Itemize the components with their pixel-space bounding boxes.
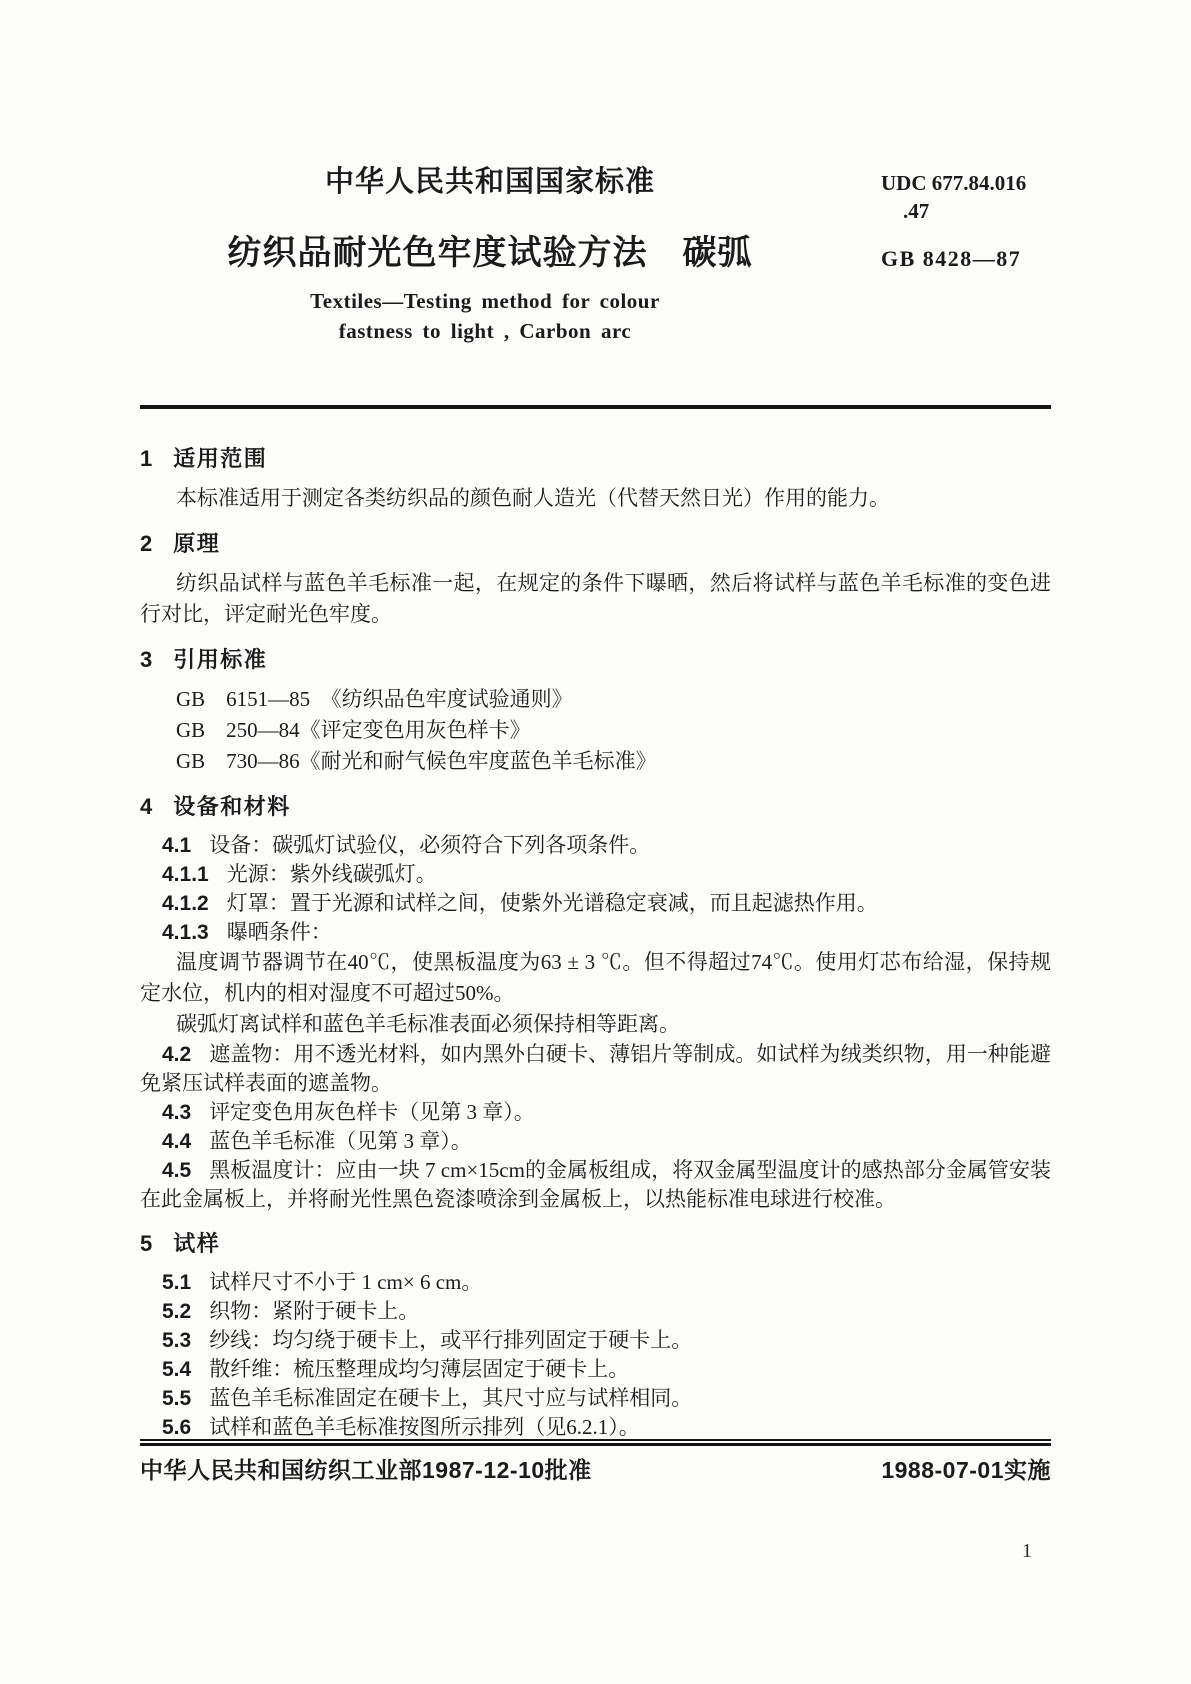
footer-rule-thick-line bbox=[140, 1443, 1051, 1446]
clause-number: 5.2 bbox=[162, 1300, 192, 1323]
clause bbox=[140, 1413, 1051, 1442]
english-title-line1: Textiles—Testing method for colour bbox=[310, 289, 660, 313]
section-heading bbox=[140, 791, 1051, 823]
section-heading bbox=[140, 644, 1051, 676]
clause-text: 遮盖物：用不透光材料，如内黑外白硬卡、薄铝片等制成。如试样为绒类织物，用一种能避免紧压试样表面的遮盖物。 bbox=[140, 1042, 1051, 1095]
clause-number: 4.1.1 bbox=[162, 863, 209, 886]
approval-statement: 中华人民共和国纺织工业部1987-12-10批准 bbox=[140, 1457, 592, 1483]
clause bbox=[140, 831, 1051, 860]
clause bbox=[140, 1326, 1051, 1355]
section-number: 1 bbox=[140, 446, 153, 471]
clause-text: 评定变色用灰色样卡（见第 3 章）。 bbox=[209, 1100, 535, 1124]
footer bbox=[140, 1452, 1051, 1485]
clause-text: 蓝色羊毛标准固定在硬卡上，其尺寸应与试样相同。 bbox=[209, 1386, 693, 1410]
implementation-date: 1988-07-01实施 bbox=[881, 1457, 1051, 1483]
footer-divider-rule bbox=[140, 1439, 1051, 1446]
clause-number: 4.1.2 bbox=[162, 892, 209, 915]
reference-standard: GB 6151—85 《纺织品色牢度试验通则》 bbox=[176, 687, 573, 711]
clause-number: 4.5 bbox=[162, 1159, 192, 1182]
clause bbox=[140, 1297, 1051, 1326]
section-number: 5 bbox=[140, 1231, 153, 1256]
paragraph: 碳弧灯离试样和蓝色羊毛标准表面必须保持相等距离。 bbox=[176, 1012, 680, 1036]
section-title: 适用范围 bbox=[173, 446, 268, 471]
sections bbox=[140, 409, 1051, 1442]
clause bbox=[140, 1098, 1051, 1127]
section-heading bbox=[140, 443, 1051, 475]
section-title: 试样 bbox=[173, 1231, 221, 1256]
clause-text: 试样和蓝色羊毛标准按图所示排列（见6.2.1）。 bbox=[209, 1415, 640, 1439]
clause-number: 5.3 bbox=[162, 1329, 192, 1352]
clause bbox=[140, 1355, 1051, 1384]
paragraph: 本标准适用于测定各类纺织品的颜色耐人造光（代替天然日光）作用的能力。 bbox=[176, 486, 890, 510]
section-title: 原理 bbox=[173, 531, 221, 556]
clause-number: 4.1 bbox=[162, 834, 192, 857]
section-number: 4 bbox=[140, 794, 153, 819]
clause-number: 5.1 bbox=[162, 1271, 192, 1294]
section-heading bbox=[140, 1228, 1051, 1260]
clause-number: 4.4 bbox=[162, 1130, 192, 1153]
udc-classification bbox=[881, 169, 1026, 225]
clause bbox=[140, 889, 1051, 918]
udc-line2: .47 bbox=[903, 199, 930, 223]
clause-text: 散纤维：梳压整理成均匀薄层固定于硬卡上。 bbox=[209, 1357, 630, 1381]
clause bbox=[140, 918, 1051, 947]
clause-number: 5.6 bbox=[162, 1416, 192, 1439]
section-title: 设备和材料 bbox=[173, 794, 291, 819]
standard-code: GB 8428—87 bbox=[881, 246, 1022, 271]
clause bbox=[140, 860, 1051, 889]
clause-text: 织物：紧附于硬卡上。 bbox=[209, 1299, 420, 1323]
reference-standard: GB 730—86《耐光和耐气候色牢度蓝色羊毛标准》 bbox=[176, 749, 657, 773]
page-number: 1 bbox=[1022, 1540, 1032, 1562]
document-title-english bbox=[140, 286, 830, 346]
clause-text: 光源：紫外线碳弧灯。 bbox=[226, 862, 437, 886]
clause-text: 蓝色羊毛标准（见第 3 章）。 bbox=[209, 1129, 472, 1153]
clause-text: 黑板温度计：应由一块 7 cm×15cm的金属板组成，将双金属型温度计的感热部分金属管安装在此金属板上，并将耐光性黑色瓷漆喷涂到金属板上，以热能标准电球进行校准。 bbox=[140, 1158, 1051, 1211]
clause-number: 4.1.3 bbox=[162, 921, 209, 944]
national-standard-label: 中华人民共和国国家标准 bbox=[324, 166, 655, 198]
section-number: 2 bbox=[140, 531, 153, 556]
clause-text: 曝晒条件： bbox=[226, 920, 332, 944]
clause bbox=[140, 1156, 1051, 1214]
clause-number: 4.3 bbox=[162, 1101, 192, 1124]
paragraph: 纺织品试样与蓝色羊毛标准一起，在规定的条件下曝晒，然后将试样与蓝色羊毛标准的变色进行对比，评定耐光色牢度。 bbox=[140, 571, 1051, 626]
clause-number: 4.2 bbox=[162, 1043, 192, 1066]
clause-number: 5.4 bbox=[162, 1358, 192, 1381]
document-title-chinese: 纺织品耐光色牢度试验方法 碳弧 bbox=[227, 234, 753, 272]
clause-text: 试样尺寸不小于 1 cm× 6 cm。 bbox=[209, 1270, 483, 1294]
paragraph: 温度调节器调节在40℃，使黑板温度为63 ± 3 ℃。但不得超过74℃。使用灯芯布给湿，保持规定水位，机内的相对湿度不可超过50%。 bbox=[140, 950, 1051, 1005]
clause-text: 灯罩：置于光源和试样之间，使紫外光谱稳定衰减，而且起滤热作用。 bbox=[226, 891, 878, 915]
clause bbox=[140, 1268, 1051, 1297]
clause bbox=[140, 1384, 1051, 1413]
clause bbox=[140, 1040, 1051, 1098]
udc-line1: UDC 677.84.016 bbox=[881, 171, 1027, 195]
section-number: 3 bbox=[140, 647, 153, 672]
english-title-line2: fastness to light , Carbon arc bbox=[338, 319, 632, 343]
section-title: 引用标准 bbox=[173, 647, 268, 672]
clause-number: 5.5 bbox=[162, 1387, 192, 1410]
clause-text: 设备：碳弧灯试验仪，必须符合下列各项条件。 bbox=[209, 833, 651, 857]
reference-standard: GB 250—84《评定变色用灰色样卡》 bbox=[176, 718, 531, 742]
clause-text: 纱线：均匀绕于硬卡上，或平行排列固定于硬卡上。 bbox=[209, 1328, 693, 1352]
clause bbox=[140, 1127, 1051, 1156]
section-heading bbox=[140, 528, 1051, 560]
